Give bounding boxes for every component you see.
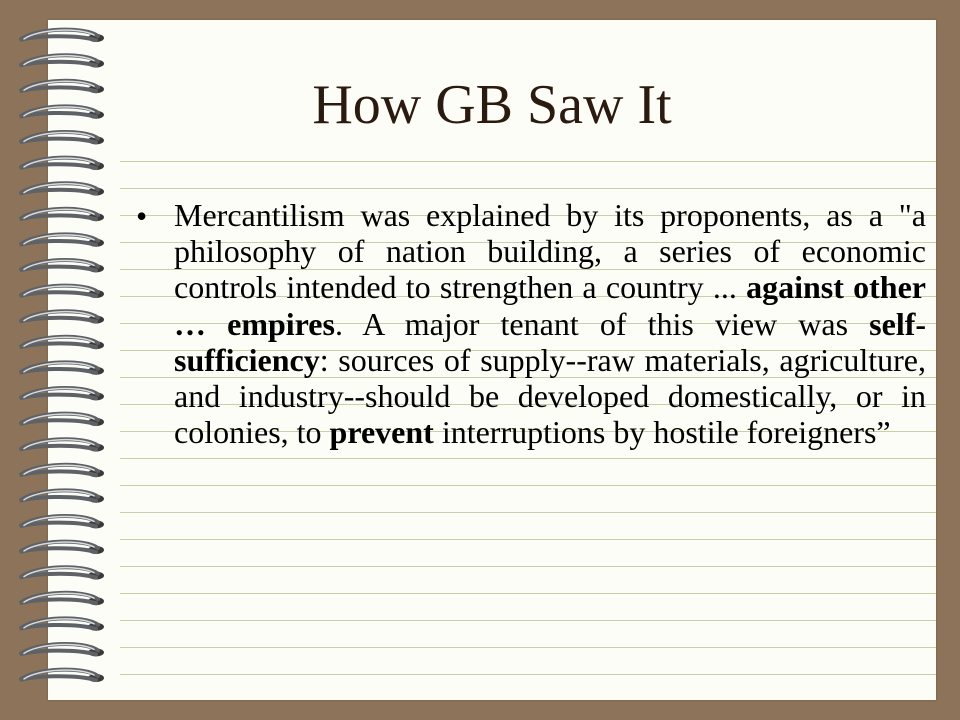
spiral-coil [20, 670, 104, 682]
spiral-coil [20, 439, 104, 451]
spiral-coil [20, 542, 104, 554]
bullet-marker: • [136, 198, 148, 234]
bullet-text-emphasis: self-sufficiency [174, 305, 927, 378]
spiral-coil [20, 618, 104, 630]
spiral-coil [20, 286, 104, 298]
spiral-coil [20, 311, 104, 323]
spiral-coil [20, 209, 104, 221]
spiral-coil [20, 644, 104, 656]
bullet-text [174, 197, 926, 450]
spiral-coil [20, 337, 104, 349]
bullet-text-segment: interruptions by hostile foreigners” [433, 414, 891, 451]
spiral-coil [20, 234, 104, 246]
spiral-coil [20, 388, 104, 400]
spiral-coil [20, 183, 104, 195]
spiral-coil [20, 593, 104, 605]
spiral-coil [20, 414, 104, 426]
spiral-coil [20, 567, 104, 579]
spiral-coil [20, 516, 104, 528]
spiral-coil [20, 362, 104, 374]
bullet-text-segment: Mercantilism was explained by its proponents, as a "a philosophy of nation building, a series of economic controls intended to strengthen a country ... [174, 197, 926, 306]
spiral-coil [20, 490, 104, 502]
spiral-coil [20, 30, 104, 42]
bullet-text-segment: . A major tenant of this view was [334, 305, 870, 342]
bullet-text-segment: : sources of supply--raw materials, agriculture, and industry--should be developed domestically, or in colonies, to [174, 341, 926, 451]
bullet-text-emphasis: against other … empires [174, 269, 927, 342]
spiral-coil [20, 260, 104, 272]
spiral-coil [20, 158, 104, 170]
bullet-text-emphasis: prevent [329, 414, 434, 451]
spiral-coil [20, 465, 104, 477]
slide-title: How GB Saw It [312, 74, 672, 136]
spiral-coil [20, 55, 104, 67]
bullet-item [136, 197, 926, 450]
